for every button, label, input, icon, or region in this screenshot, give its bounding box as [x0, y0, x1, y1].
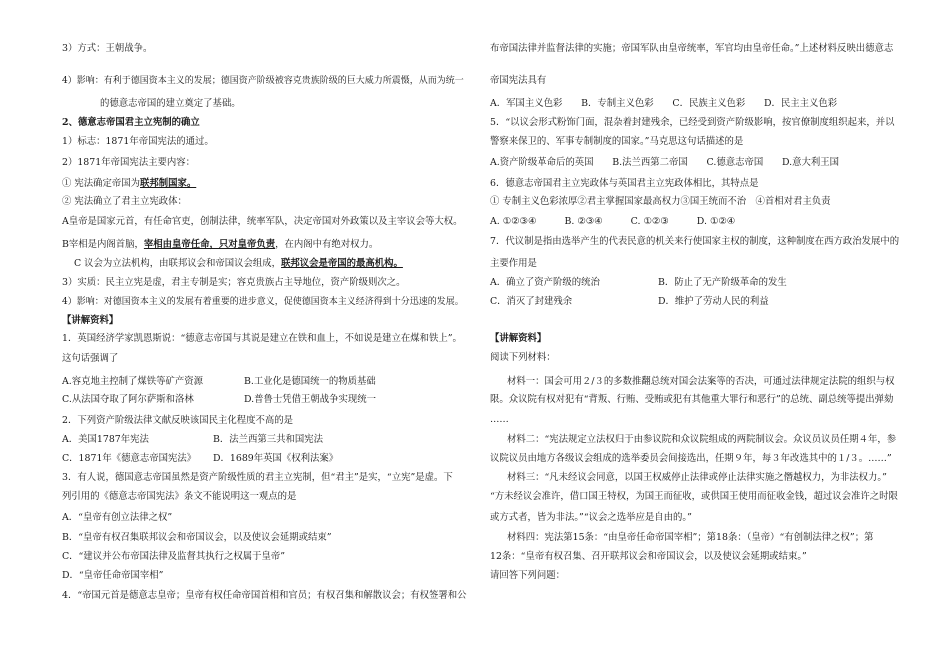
- impact-line-2: 的德意志帝国的建立奠定了基础。: [100, 98, 241, 109]
- question-7: 7．代议制是指由选举产生的代表民意的机关来行使国家主权的制度，这种制度在西方政治发展中的: [490, 236, 900, 247]
- material-4-line-1: 材料四：宪法第15条：“由皇帝任命帝国宰相”；第18条：（皇帝）“有创制法律之权”；第: [507, 532, 874, 543]
- method-line: 3）方式：王朝战争。: [62, 43, 153, 54]
- question-2: 2．下列资产阶级法律文献反映该国民主化程度不高的是: [62, 415, 293, 426]
- material-2-line-2: 议院议员由地方各级议会组成的选举委员会间接选出，任期９年，每３年改选其中的１/３。……”: [490, 453, 892, 464]
- federal-state-emphasis: 联邦制国家。: [139, 178, 197, 189]
- question-6: 6．德意志帝国君主立宪政体与英国君主立宪政体相比，其特点是: [490, 178, 759, 189]
- effect-line: 4）影响：对德国资本主义的发展有着重要的进步意义，促使德国资本主义经济得到十分迅速的发展。: [62, 297, 464, 307]
- material-3-line-2: “方未经议会准许，借口国王特权，为国王而征收，或供国王使用而征收金钱，超过议会准许之时限: [490, 491, 898, 502]
- q5-options: A.资产阶级革命后的英国 B.法兰西第二帝国 C.德意志帝国 D.意大利王国: [490, 157, 839, 168]
- q3-option-d: D．“皇帝任命帝国宰相”: [62, 570, 164, 581]
- question-5: 5．“以议会形式粉饰门面，混杂着封建残余，已经受到资产阶级影响，按官僚制度组织起来，并以: [490, 117, 895, 128]
- q2-option-d: D．1689年英国《权利法案》: [213, 453, 339, 464]
- question-3-cont: 列引用的《德意志帝国宪法》条文不能说明这一观点的是: [62, 491, 297, 502]
- content-item-c: [74, 258, 403, 270]
- q1-option-d: D.普鲁士凭借王朝战争实现统一: [244, 394, 377, 405]
- question-5-cont: 警察来保卫的、军事专制制度的国家。”马克思这句话描述的是: [490, 136, 744, 147]
- content-item-2: ② 宪法确立了君主立宪政体：: [62, 196, 187, 207]
- exercise-heading-right: 【讲解资料】: [490, 333, 547, 344]
- material-2-line-1: 材料二：“宪法规定立法权归于由参议院和众议院组成的两院制议会。众议员议员任期４年，参: [507, 434, 897, 445]
- material-1-line-1: 材料一：国会可用２/３的多数推翻总统对国会法案等的否决，可通过法律规定法院的组织与权: [507, 376, 895, 387]
- q7-option-c: C．消灭了封建残余: [490, 296, 573, 307]
- content-item-1: [62, 178, 196, 190]
- content-item-b-text: B宰相是内阁首脑，: [62, 239, 144, 250]
- mark-line: 1）标志：1871年帝国宪法的通过。: [62, 136, 214, 147]
- section-heading: 2、德意志帝国君主立宪制的确立: [62, 117, 200, 128]
- constitution-content-line: 2）1871年帝国宪法主要内容：: [62, 157, 195, 168]
- q6-options: A. ①②③④ B. ②③④ C. ①②③ D. ①②④: [490, 216, 736, 227]
- material-3-line-1: 材料三：“凡未经议会同意，以国王权威停止法律或停止法律实施之僭越权力，为非法权力。”: [507, 472, 887, 483]
- read-prompt: 阅读下列材料：: [490, 352, 556, 363]
- q1-option-b: B.工业化是德国统一的物质基础: [244, 376, 376, 387]
- essence-line: 3）实质：民主立宪是虚，君主专制是实；容克贵族占主导地位，资产阶级则次之。: [62, 277, 406, 288]
- q1-option-a: A.容克地主控制了煤铁等矿产资源: [62, 376, 204, 387]
- impact-line-1: 4）影响：有利于德国资本主义的发展；德国资产阶级被容克贵族阶级的巨大威力所震慑，从而为统一: [62, 76, 464, 86]
- question-4: 4．“帝国元首是德意志皇帝；皇帝有权任命帝国首相和官员；有权召集和解散议会；有权签署和公: [62, 590, 467, 601]
- exercise-heading-left: 【讲解资料】: [62, 315, 119, 326]
- q3-option-b: B．“皇帝有权召集联邦议会和帝国议会，以及使议会延期或结束”: [62, 532, 332, 543]
- q2-option-b: B．法兰西第三共和国宪法: [213, 434, 324, 445]
- q7-option-a: A．确立了资产阶级的统治: [490, 277, 600, 288]
- q7-option-d: D．维护了劳动人民的利益: [658, 296, 769, 307]
- content-item-b-tail: ，在内阁中有绝对权力。: [275, 239, 379, 250]
- chancellor-emphasis: 宰相由皇帝任命，只对皇帝负责: [143, 239, 276, 250]
- q4-cont-1: 布帝国法律并监督法律的实施；帝国军队由皇帝统率，军官均由皇帝任命。”上述材料反映出德意志: [490, 43, 894, 54]
- content-item-c-text: C 议会为立法机构，由联邦议会和帝国议会组成，: [74, 258, 282, 269]
- material-1-line-3: ……: [490, 414, 509, 425]
- question-1: 1．英国经济学家凯恩斯说：“德意志帝国与其说是建立在铁和血上，不如说是建立在煤和铁上”。: [62, 333, 462, 344]
- content-item-b: [62, 239, 378, 251]
- material-4-line-2: 12条：“皇帝有权召集、召开联邦议会和帝国议会，以及使议会延期或结束。”: [490, 551, 807, 562]
- q6-items: ① 专制主义色彩浓厚②君主掌握国家最高权力③国王统而不治 ④首相对君主负责: [490, 196, 831, 207]
- federal-council-emphasis: 联邦议会是帝国的最高机构。: [281, 258, 403, 269]
- question-7-cont: 主要作用是: [490, 258, 537, 269]
- q2-option-a: A．美国1787年宪法: [62, 434, 149, 445]
- content-item-a: A皇帝是国家元首，有任命官吏，创制法律，统率军队，决定帝国对外政策以及主宰议会等大权。: [62, 216, 463, 227]
- question-3: 3．有人说，德国意志帝国虽然是资产阶级性质的君主立宪制，但“君主”是实，“立宪”是虚。下: [62, 472, 453, 483]
- answer-prompt: 请回答下列问题：: [490, 570, 566, 581]
- question-1-cont: 这句话强调了: [62, 353, 119, 364]
- material-1-line-2: 限。众议院有权对犯有“背叛、行贿、受贿或犯有其他重大罪行和恶行”的总统、副总统等提出弹劾: [490, 394, 894, 405]
- q2-option-c: C．1871年《德意志帝国宪法》: [62, 453, 197, 464]
- content-item-1-text: ① 宪法确定帝国为: [62, 178, 140, 189]
- q3-option-c: C．“建议并公布帝国法律及监督其执行之权属于皇帝”: [62, 551, 286, 562]
- q4-options: A．军国主义色彩 B．专制主义色彩 C．民族主义色彩 D．民主主义色彩: [490, 98, 838, 109]
- q1-option-c: C.从法国夺取了阿尔萨斯和洛林: [62, 394, 194, 405]
- q4-cont-2: 帝国宪法具有: [490, 75, 547, 86]
- q7-option-b: B．防止了无产阶级革命的发生: [658, 277, 787, 288]
- q3-option-a: A．“皇帝有创立法律之权”: [62, 512, 173, 523]
- material-3-line-3: 或方式者，皆为非法。”“议会之选举应是自由的。”: [490, 512, 692, 523]
